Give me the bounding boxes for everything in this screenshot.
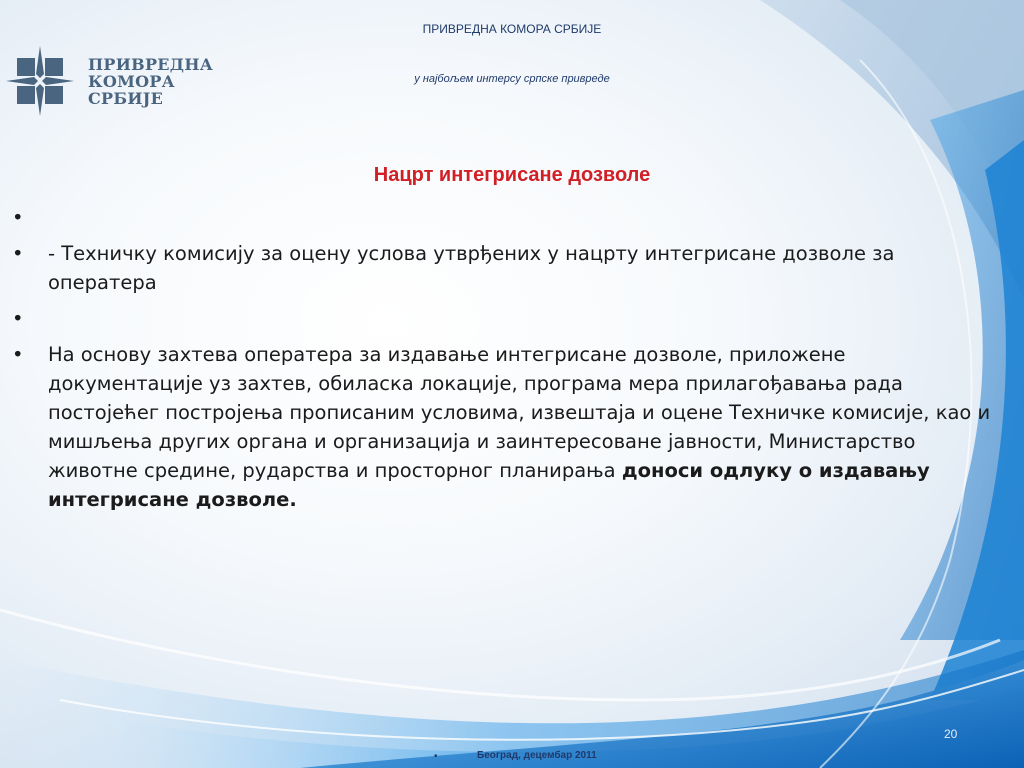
logo-line-2: КОМОРА [88, 72, 176, 91]
chamber-logo-wordmark [88, 56, 213, 107]
footer-location-date: Београд, децембар 2011 [477, 750, 597, 761]
logo-line-1: ПРИВРЕДНА [88, 55, 214, 74]
bullet-item [12, 203, 1002, 232]
header-tagline: у најбољем интерсу српске привреде [414, 73, 610, 85]
chamber-logo [4, 44, 214, 118]
bullet-marker: • [12, 307, 24, 330]
bullet-text-bold: доноси одлуку о издавању интегрисане дозволе. [48, 459, 930, 511]
bullet-text: На основу захтева оператера за издавање интегрисане дозволе, приложене документације уз захтев, обиласка локације, програма мера прилагођавања рада постојећег постројења прописаним условима, извештаја и оцене Техничке комисије, као и мишљења других органа и организација и заинтересоване јавности, Министарство животне средине, рударства и просторног планирања [48, 343, 991, 482]
bullet-item [12, 304, 1002, 333]
bullet-marker: • [12, 343, 24, 366]
footer-bullet: • [434, 751, 438, 762]
header-organization: ПРИВРЕДНА КОМОРА СРБИЈЕ [422, 22, 602, 36]
bullet-list [12, 203, 1002, 521]
logo-line-3: СРБИЈЕ [88, 89, 164, 108]
bullet-item [12, 239, 1002, 297]
bullet-item [12, 340, 1002, 514]
page-number: 20 [944, 727, 958, 741]
bullet-marker: • [12, 242, 24, 265]
chamber-logo-mark-icon [4, 44, 76, 118]
slide-title: Нацрт интегрисане дозволе [373, 164, 651, 186]
bullet-text: - Техничку комисију за оцену услова утврђених у нацрту интегрисане дозволе за оператера [48, 242, 895, 294]
bullet-marker: • [12, 206, 24, 229]
